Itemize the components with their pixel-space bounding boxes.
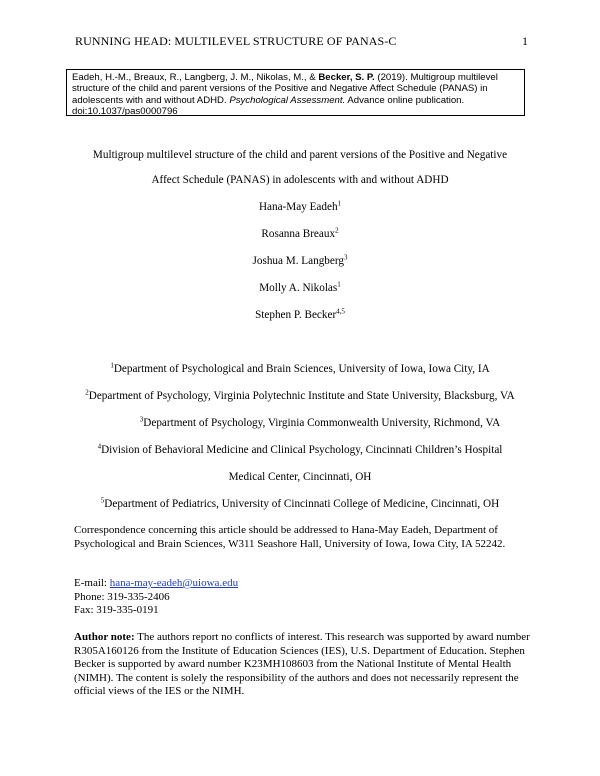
affiliation-text: Department of Pediatrics, University of Cincinnati College of Medicine, Cincinnati, OH xyxy=(104,498,500,510)
affiliation-mark: 3 xyxy=(139,415,144,424)
citation-authors: Eadeh, H.-M., Breaux, R., Langberg, J. M., Nikolas, M., & xyxy=(72,72,319,83)
affiliation-4 xyxy=(60,444,540,456)
affiliation-3 xyxy=(80,417,560,429)
email-line xyxy=(74,577,534,591)
fax-line: Fax: 319-335-0191 xyxy=(74,604,159,616)
citation-doi: Advance online publication. doi:10.1037/pas0000796 xyxy=(72,94,465,118)
affiliation-mark: 2 xyxy=(85,388,89,397)
contact-block xyxy=(74,577,534,618)
author-note-paragraph xyxy=(74,631,534,699)
author-affiliation-mark: 4,5 xyxy=(336,307,345,316)
author-1 xyxy=(60,201,540,213)
citation-box xyxy=(66,69,525,116)
affiliation-text: Department of Psychology, Virginia Commonwealth University, Richmond, VA xyxy=(143,417,501,429)
author-name: Molly A. Nikolas xyxy=(259,282,338,294)
affiliation-text: Department of Psychology, Virginia Polytechnic Institute and State University, Blacksburg, VA xyxy=(88,390,515,402)
citation-title: (2019). Multigroup multilevel structure of the child and parent versions of the Positive and Negative Affect Schedule (PANAS) in adolescents with and without ADHD. xyxy=(72,72,498,106)
affiliation-mark: 4 xyxy=(97,442,102,451)
affiliation-1 xyxy=(60,363,540,375)
affiliation-4-continued: Medical Center, Cincinnati, OH xyxy=(228,471,372,483)
author-name: Stephen P. Becker xyxy=(255,309,337,321)
author-name: Joshua M. Langberg xyxy=(252,255,344,267)
correspondence-paragraph: Correspondence concerning this article should be addressed to Hana-May Eadeh, Department of Psychological and Brain Sciences, W311 Seashore Hall, University of Iowa, Iowa City, IA 52242. xyxy=(74,524,506,550)
paper-title-line-1: Multigroup multilevel structure of the child and parent versions of the Positive and Negative xyxy=(92,149,508,161)
author-3 xyxy=(60,255,540,267)
affiliation-mark: 5 xyxy=(100,496,105,505)
author-5 xyxy=(60,309,540,321)
author-name: Rosanna Breaux xyxy=(261,228,336,240)
email-label: E-mail: xyxy=(74,577,110,589)
author-affiliation-mark: 1 xyxy=(337,199,342,208)
author-note-label: Author note: xyxy=(74,631,135,643)
author-affiliation-mark: 3 xyxy=(343,253,348,262)
email-link[interactable]: hana-may-eadeh@uiowa.edu xyxy=(109,577,239,589)
running-head: RUNNING HEAD: MULTILEVEL STRUCTURE OF PANAS-C xyxy=(75,34,397,48)
page-number: 1 xyxy=(522,34,528,48)
affiliation-2 xyxy=(50,390,550,402)
affiliation-mark: 1 xyxy=(110,361,114,370)
affiliation-text: Division of Behavioral Medicine and Clinical Psychology, Cincinnati Children’s Hospital xyxy=(101,444,503,456)
affiliation-text: Department of Psychological and Brain Sciences, University of Iowa, Iowa City, IA xyxy=(113,363,490,375)
citation-journal: Psychological Assessment. xyxy=(229,94,346,106)
paper-title-line-2: Affect Schedule (PANAS) in adolescents with and without ADHD xyxy=(151,174,449,186)
author-name: Hana-May Eadeh xyxy=(258,201,338,213)
author-4 xyxy=(60,282,540,294)
citation-corresponding-author: Becker, S. P. xyxy=(318,72,375,83)
affiliation-5 xyxy=(60,498,540,510)
author-note-text: The authors report no conflicts of interest. This research was supported by award number R305A160126 from the Institute of Education Sciences (IES), U.S. Department of Education. Stephen Becker is supported by award number K23MH108603 from the National Institute of Mental Health (NIMH). The content is solely the responsibility of the authors and does not necessarily represent the official views of the IES or the NIMH. xyxy=(74,631,530,697)
phone-line: Phone: 319-335-2406 xyxy=(74,590,170,603)
author-2 xyxy=(60,228,540,240)
author-affiliation-mark: 2 xyxy=(335,226,339,235)
author-affiliation-mark: 1 xyxy=(337,280,341,289)
